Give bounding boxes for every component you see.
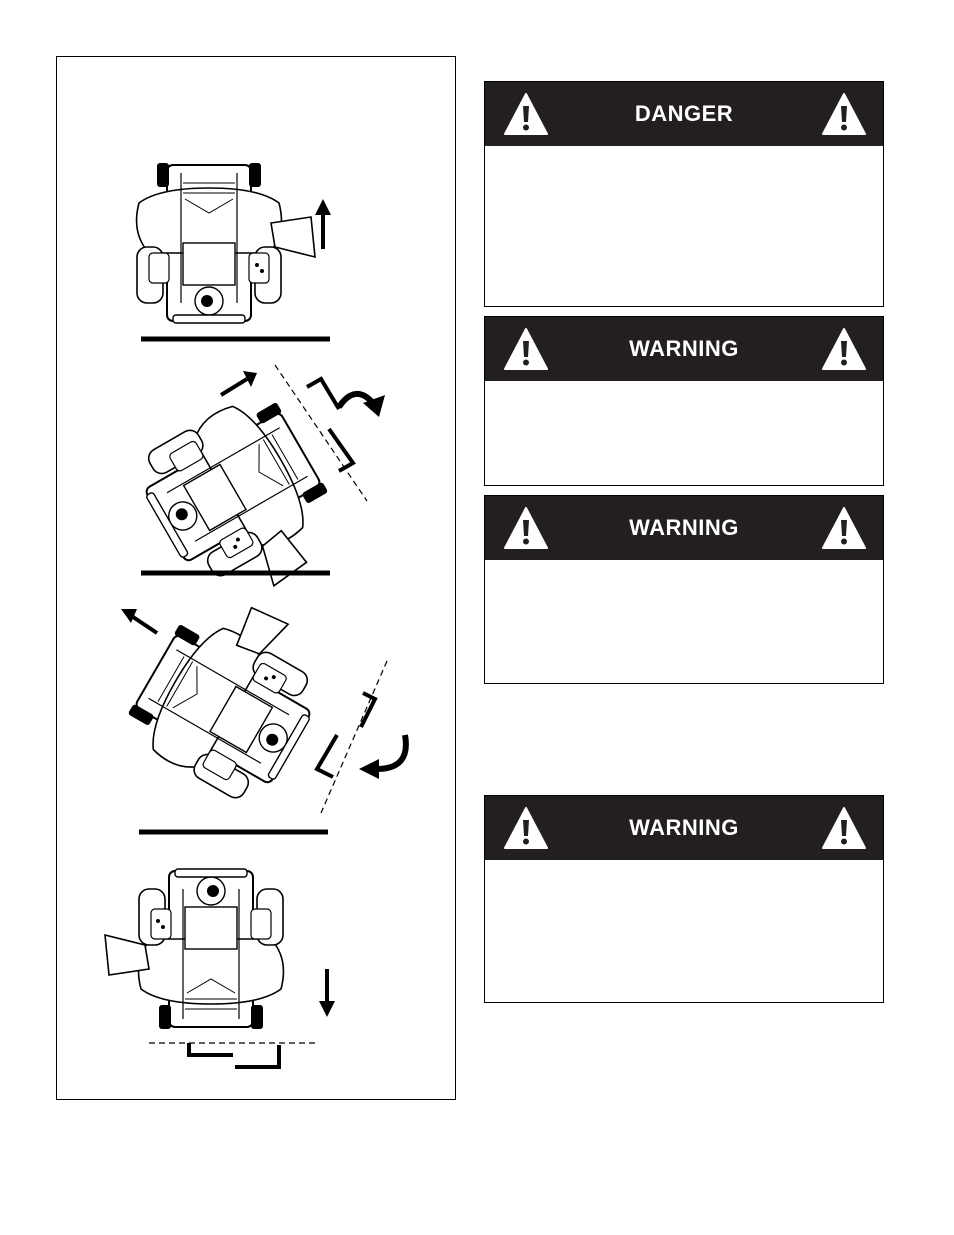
mower-step-3 — [117, 577, 345, 812]
track-marks-2 — [307, 379, 353, 471]
callout-body — [485, 560, 883, 683]
turnaround-diagram — [57, 57, 457, 1101]
curved-arrow-clockwise-icon — [359, 735, 406, 779]
callout-title: WARNING — [629, 336, 739, 361]
track-marks-4 — [189, 1043, 279, 1067]
alert-triangle-icon — [821, 506, 867, 550]
arrow-down-icon — [319, 969, 335, 1017]
arrow-backward-icon — [121, 609, 157, 633]
curved-arrow-clockwise-icon — [339, 394, 385, 417]
callout-header — [485, 82, 883, 146]
callout-body — [485, 381, 883, 485]
callout-title: WARNING — [629, 815, 739, 840]
mower-step-2 — [127, 384, 355, 619]
pivot-line-3 — [321, 661, 387, 813]
callout-body — [485, 146, 883, 306]
warning-callout-3 — [484, 795, 884, 1003]
callout-header — [485, 317, 883, 381]
warning-callout-1 — [484, 316, 884, 486]
arrow-up-icon — [315, 199, 331, 249]
danger-callout — [484, 81, 884, 307]
arrow-forward-icon — [221, 371, 257, 395]
alert-triangle-icon — [821, 327, 867, 371]
warning-callout-2 — [484, 495, 884, 684]
mower-step-1 — [137, 163, 315, 323]
alert-triangle-icon — [821, 806, 867, 850]
callout-title: DANGER — [634, 101, 734, 126]
callout-header — [485, 496, 883, 560]
callout-title: WARNING — [629, 515, 739, 540]
alert-triangle-icon — [821, 92, 867, 136]
track-marks-3 — [317, 693, 375, 777]
mower-step-4 — [105, 869, 283, 1029]
turnaround-figure — [56, 56, 456, 1100]
callout-body — [485, 860, 883, 1002]
callout-header — [485, 796, 883, 860]
